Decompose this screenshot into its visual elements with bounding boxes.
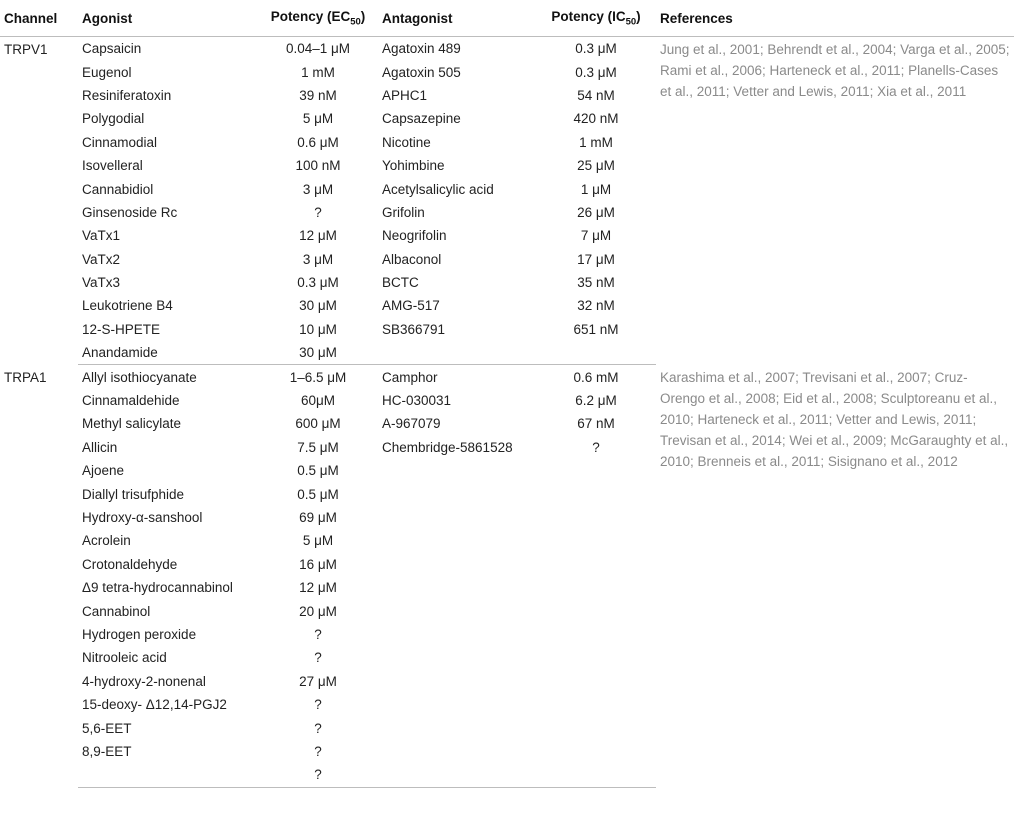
antagonist-name: Acetylsalicylic acid xyxy=(382,181,494,197)
agonist-name: VaTx1 xyxy=(82,228,121,244)
antagonist-potency: 420 nM xyxy=(573,111,619,127)
agonist-name: Diallyl trisufphide xyxy=(82,486,185,502)
header-channel: Channel xyxy=(0,0,78,37)
header-references: References xyxy=(656,0,1014,37)
antagonist-potency xyxy=(536,763,656,787)
antagonist-potency xyxy=(536,576,656,599)
agonist-potency: 5 μM xyxy=(302,111,334,127)
agonist-name: Allicin xyxy=(82,439,118,455)
antagonist-name: Albaconol xyxy=(382,251,442,267)
antagonist-name: Agatoxin 489 xyxy=(382,41,461,57)
antagonist-potency: 26 μM xyxy=(577,204,615,220)
antagonist-potency xyxy=(536,459,656,482)
agonist-potency: 0.5 μM xyxy=(297,486,339,502)
agonist-name: Isovelleral xyxy=(82,158,143,174)
agonist-name: Acrolein xyxy=(82,533,131,549)
agonist-name: Cannabinol xyxy=(82,603,151,619)
agonist-potency: 1–6.5 μM xyxy=(289,369,347,385)
antagonist-name: Yohimbine xyxy=(382,158,445,174)
antagonist-potency: 54 nM xyxy=(577,87,615,103)
antagonist-potency xyxy=(536,553,656,576)
antagonist-name xyxy=(378,459,536,482)
agonist-potency: 1 mM xyxy=(301,64,335,80)
antagonist-potency: 32 nM xyxy=(577,298,615,314)
antagonist-name xyxy=(378,623,536,646)
agonist-name xyxy=(78,763,258,787)
agonist-potency: ? xyxy=(314,697,322,713)
header-ec-prefix: Potency (EC xyxy=(270,8,351,24)
antagonist-name: APHC1 xyxy=(382,87,428,103)
agonist-name: Cannabidiol xyxy=(82,181,154,197)
antagonist-potency xyxy=(536,341,656,365)
agonist-potency: ? xyxy=(314,626,322,642)
agonist-potency: 39 nM xyxy=(299,87,337,103)
antagonist-potency: 1 μM xyxy=(580,181,612,197)
agonist-name: VaTx2 xyxy=(82,251,121,267)
agonist-name: 12-S-HPETE xyxy=(82,321,161,337)
antagonist-name: Grifolin xyxy=(382,204,425,220)
antagonist-potency: 651 nM xyxy=(573,321,619,337)
header-ic-prefix: Potency (IC xyxy=(551,8,626,24)
header-antagonist: Antagonist xyxy=(378,0,536,37)
agonist-potency: 0.6 μM xyxy=(297,134,339,150)
agonist-potency: ? xyxy=(314,720,322,736)
antagonist-name xyxy=(378,599,536,622)
antagonist-potency: 0.6 mM xyxy=(573,369,619,385)
table-row xyxy=(0,37,1014,61)
antagonist-potency: 7 μM xyxy=(580,228,612,244)
antagonist-potency xyxy=(536,506,656,529)
antagonist-name: Neogrifolin xyxy=(382,228,447,244)
table-row xyxy=(0,365,1014,389)
references-text: Karashima et al., 2007; Trevisani et al., 2007; Cruz-Orengo et al., 2008; Eid et al., 2008; Sculptoreanu et al., 2010; Harteneck et al., 2011; Vetter and Lewis, 2011; Trevisan et al., 2014; Wei et al., 2009; McGaraughty et al., 2010; Brenneis et al., 2011; Sisignano et al., 2012 xyxy=(660,369,1009,469)
agonist-name: Δ9 tetra-hydrocannabinol xyxy=(82,580,233,596)
antagonist-potency xyxy=(536,693,656,716)
agonist-name: Hydrogen peroxide xyxy=(82,626,197,642)
agonist-potency: 0.5 μM xyxy=(297,463,339,479)
antagonist-name xyxy=(378,740,536,763)
header-ec-suffix: ) xyxy=(360,8,366,24)
agonist-potency: 12 μM xyxy=(299,228,337,244)
channel-name: TRPV1 xyxy=(4,42,48,57)
agonist-potency: 3 μM xyxy=(302,181,334,197)
agonist-potency: 60μM xyxy=(300,393,336,409)
antagonist-name: A-967079 xyxy=(382,416,441,432)
antagonist-name: Chembridge-5861528 xyxy=(382,439,513,455)
agonist-potency: 20 μM xyxy=(299,603,337,619)
agonist-name: Methyl salicylate xyxy=(82,416,182,432)
antagonist-name xyxy=(378,670,536,693)
antagonist-name xyxy=(378,716,536,739)
agonist-name: Cinnamodial xyxy=(82,134,158,150)
agonist-potency: ? xyxy=(314,743,322,759)
antagonist-name xyxy=(378,763,536,787)
agonist-potency: ? xyxy=(258,763,378,787)
header-potency-ec50 xyxy=(258,0,378,37)
agonist-potency: 0.3 μM xyxy=(297,275,339,291)
antagonist-potency: 17 μM xyxy=(577,251,615,267)
agonist-name: Cinnamaldehide xyxy=(82,393,180,409)
antagonist-name xyxy=(378,482,536,505)
header-ec-sub: 50 xyxy=(350,16,361,28)
agonist-name: Eugenol xyxy=(82,64,132,80)
antagonist-potency xyxy=(536,623,656,646)
antagonist-name: Camphor xyxy=(382,369,438,385)
agonist-name: Resiniferatoxin xyxy=(82,87,172,103)
header-row xyxy=(0,0,1014,37)
antagonist-name xyxy=(378,529,536,552)
agonist-potency: ? xyxy=(314,650,322,666)
antagonist-potency xyxy=(536,529,656,552)
antagonist-potency: 25 μM xyxy=(577,158,615,174)
antagonist-name: Nicotine xyxy=(382,134,431,150)
antagonist-name xyxy=(378,506,536,529)
antagonist-potency xyxy=(536,740,656,763)
antagonist-potency xyxy=(536,599,656,622)
antagonist-name: BCTC xyxy=(382,275,419,291)
antagonist-potency: 1 mM xyxy=(579,134,613,150)
agonist-potency: 0.04–1 μM xyxy=(285,41,351,57)
antagonist-potency xyxy=(536,670,656,693)
agonist-name: Capsaicin xyxy=(82,41,142,57)
antagonist-name: HC-030031 xyxy=(382,393,452,409)
agonist-name: VaTx3 xyxy=(82,275,121,291)
antagonist-potency: ? xyxy=(592,439,600,455)
antagonist-potency xyxy=(536,482,656,505)
agonist-name: Ajoene xyxy=(82,463,125,479)
agonist-name: Crotonaldehyde xyxy=(82,556,178,572)
agonist-name: Leukotriene B4 xyxy=(82,298,173,314)
agonist-potency: 600 μM xyxy=(295,416,341,432)
agonist-name: Nitrooleic acid xyxy=(82,650,167,666)
header-ic-sub: 50 xyxy=(625,16,637,28)
agonist-name: 5,6-EET xyxy=(82,720,132,736)
antagonist-name: Agatoxin 505 xyxy=(382,64,461,80)
header-ic-suffix: ) xyxy=(636,8,641,24)
agonist-potency: 5 μM xyxy=(302,533,334,549)
antagonist-potency xyxy=(536,646,656,669)
agonist-name: Anandamide xyxy=(78,341,258,365)
antagonist-potency: 35 nM xyxy=(577,275,615,291)
antagonist-name: AMG-517 xyxy=(382,298,440,314)
agonist-name: 4-hydroxy-2-nonenal xyxy=(82,673,206,689)
antagonist-name xyxy=(378,553,536,576)
channel-name: TRPA1 xyxy=(4,369,47,385)
agonist-potency: 69 μM xyxy=(299,510,337,525)
agonist-name: Hydroxy-α-sanshool xyxy=(82,510,203,525)
agonist-name: 15-deoxy- Δ12,14-PGJ2 xyxy=(82,697,227,713)
agonist-name: Allyl isothiocyanate xyxy=(82,369,197,385)
header-potency-ic50 xyxy=(536,0,656,37)
antagonist-potency: 0.3 μM xyxy=(575,41,617,57)
agonist-potency: 16 μM xyxy=(299,556,337,572)
antagonist-name: SB366791 xyxy=(382,321,446,337)
antagonist-name xyxy=(378,341,536,365)
antagonist-potency: 6.2 μM xyxy=(575,393,617,409)
agonist-potency: ? xyxy=(314,204,322,220)
antagonist-name xyxy=(378,693,536,716)
antagonist-name xyxy=(378,646,536,669)
agonist-potency: 30 μM xyxy=(258,341,378,365)
header-agonist: Agonist xyxy=(78,0,258,37)
references-text: Jung et al., 2001; Behrendt et al., 2004; Varga et al., 2005; Rami et al., 2006; Harteneck et al., 2011; Planells-Cases et al., 2011; Vetter and Lewis, 2011; Xia et al., 2011 xyxy=(660,42,1010,99)
agonist-potency: 12 μM xyxy=(299,580,337,596)
agonist-potency: 100 nM xyxy=(295,158,341,174)
antagonist-potency: 67 nM xyxy=(577,416,615,432)
agonist-potency: 30 μM xyxy=(299,298,337,314)
antagonist-name: Capsazepine xyxy=(382,111,461,127)
agonist-potency: 7.5 μM xyxy=(297,439,339,455)
agonist-name: 8,9-EET xyxy=(82,743,132,759)
antagonist-potency xyxy=(536,716,656,739)
agonist-potency: 10 μM xyxy=(299,321,337,337)
agonist-name: Ginsenoside Rc xyxy=(82,204,178,220)
agonist-name: Polygodial xyxy=(82,111,145,127)
antagonist-potency: 0.3 μM xyxy=(575,64,617,80)
agonist-potency: 27 μM xyxy=(299,673,337,689)
agonist-potency: 3 μM xyxy=(302,251,334,267)
antagonist-name xyxy=(378,576,536,599)
